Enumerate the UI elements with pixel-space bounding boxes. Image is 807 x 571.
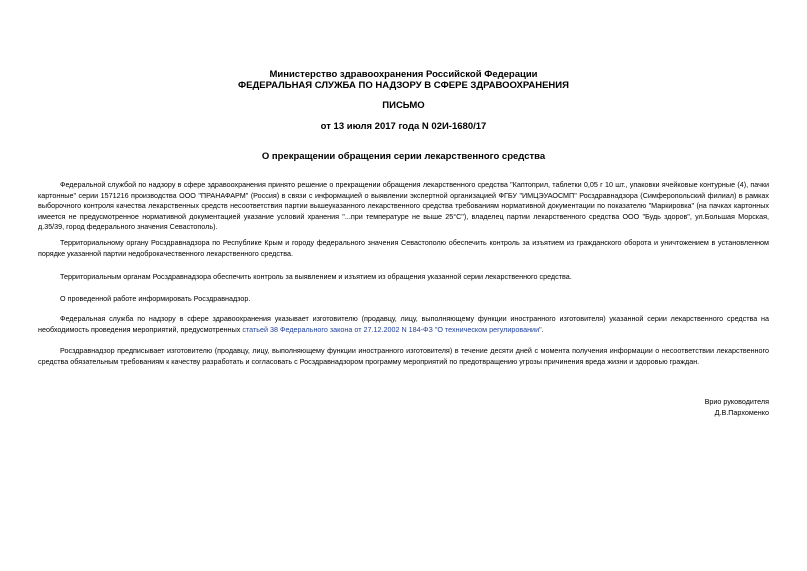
law-link[interactable]: статьей 38 Федерального закона от 27.12.2002 N 184-ФЗ "О техническом регулировании"	[242, 324, 542, 334]
signature-name: Д.В.Пархоменко	[714, 408, 769, 417]
paragraph-program: Росздравнадзор предписывает изготовителю (продавцу, лицу, выполняющему функции иностранного изготовителя) в течение десяти дней с момента получения информации о несоответствии лекарственного средства обязательным требованиям к качеству разработать и согласовать с Росздравнадзором программу мероприятий по предотвращению угрозы причинения вреда жизни и здоровью граждан.	[38, 346, 769, 366]
paragraph-text: Федеральная служба по надзору в сфере здравоохранения указывает изготовителю (продавцу, лицу, выполняющему функции иностранного изготовителя) указанной серии лекарственного средства на необходимость проведения мероприятий, предусмотренных	[38, 314, 769, 334]
paragraph-decision: Федеральной службой по надзору в сфере здравоохранения принято решение о прекращении обращения лекарственного средства "Каптоприл, таблетки 0,05 г 10 шт., упаковки ячейковые контурные (4), пачки картонные" серии 1571216 производства ООО "ПРАНАФАРМ" (Россия) в связи с информацией о выявлении экспертной организацией ФГБУ "ИМЦЭУАОСМП" Росздравнадзора (Симферопольский филиал) в рамках выборочного контроля качества лекарственных средств несоответствия партии вышеуказанного лекарственного средства требованиям нормативной документации по показателю "Маркировка" (на пачках картонных имеется не предусмотренное нормативной документацией указание условий хранения "...при температуре не выше 25°С"), владелец партии лекарственного средства ООО "Будь здоров", ул.Большая Морская, д.35/39, город федерального значения Севастополь).	[38, 180, 769, 232]
service-name: ФЕДЕРАЛЬНАЯ СЛУЖБА ПО НАДЗОРУ В СФЕРЕ ЗДРАВООХРАНЕНИЯ	[238, 80, 569, 91]
document-date-number: от 13 июля 2017 года N 02И-1680/17	[320, 121, 487, 132]
document-type: ПИСЬМО	[382, 100, 425, 111]
paragraph-territorial-crimea: Территориальному органу Росздравнадзора по Республике Крым и городу федерального значения Севастополю обеспечить контроль за изъятием из гражданского оборота и уничтожением в установленном порядке указанной партии недоброкачественного лекарственного средства.	[38, 238, 769, 258]
paragraph-territorial-bodies: Территориальным органам Росздравнадзора обеспечить контроль за выявлением и изъятием из обращения указанной серии лекарственного средства.	[60, 272, 572, 281]
paragraph-text-end: .	[541, 324, 544, 334]
document-title: О прекращении обращения серии лекарственного средства	[261, 151, 546, 162]
ministry-name: Министерство здравоохранения Российской Федерации	[269, 69, 538, 80]
signature-position: Врио руководителя	[704, 397, 769, 406]
paragraph-manufacturer-measures	[38, 314, 769, 335]
paragraph-inform: О проведенной работе информировать Росздравнадзор.	[60, 294, 251, 303]
